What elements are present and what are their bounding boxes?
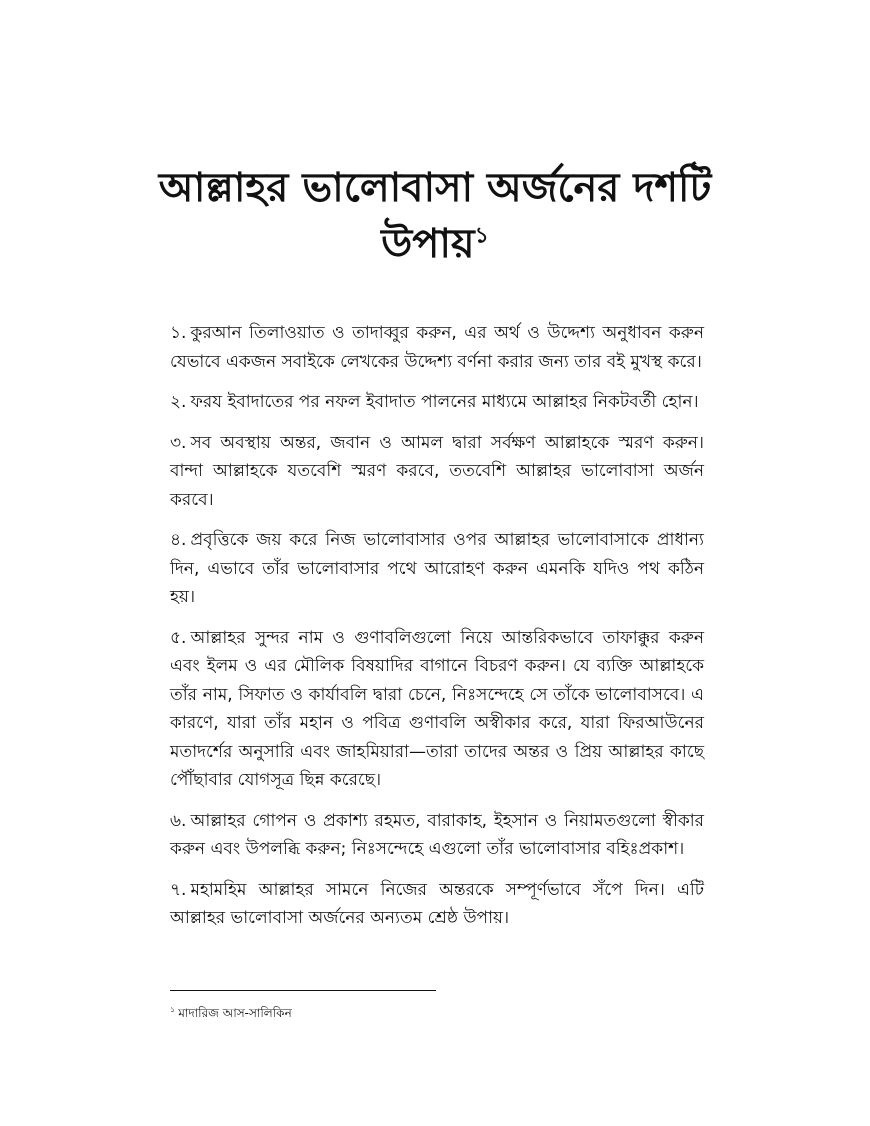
title-footnote-marker[interactable]: ১ xyxy=(474,223,489,249)
list-item-7 xyxy=(170,876,704,933)
footnote-marker: ১ xyxy=(170,1005,176,1014)
list-item-1 xyxy=(170,319,704,376)
item-text: ফরয ইবাদাতের পর নফল ইবাদাত পালনের মাধ্যমে আল্লাহর নিকটবর্তী হোন। xyxy=(190,392,699,412)
item-number: ৬. xyxy=(170,810,187,831)
item-number: ৩. xyxy=(170,432,187,453)
footnote-text: মাদারিজ আস-সালিকিন xyxy=(178,1006,292,1020)
item-number: ৪. xyxy=(170,530,187,550)
title-line-1: আল্লাহর ভালোবাসা অর্জনের দশটি xyxy=(158,165,712,211)
item-text: কুরআন তিলাওয়াত ও তাদাব্বুর করুন, এর অর্থ ও উদ্দেশ্য অনুধাবন করুন যেভাবে একজন সবাইকে লেখকের উদ্দেশ্য বর্ণনা করার জন্য তার বই মুখস্থ করে। xyxy=(170,323,704,372)
item-text: প্রবৃত্তিকে জয় করে নিজ ভালোবাসার ওপর আল্লাহর ভালোবাসাকে প্রাধান্য দিন, এভাবে তাঁর ভালোবাসার পথে আরোহণ করুন এমনকি যদিও পথ কঠিন হয়। xyxy=(170,530,704,607)
list-item-4 xyxy=(170,526,704,612)
item-text: আল্লাহর সুন্দর নাম ও গুণাবলিগুলো নিয়ে আন্তরিকভাবে তাফাক্কুর করুন এবং ইলম ও এর মৌলিক বিষয়াদির বাগানে বিচরণ করুন। যে ব্যক্তি আল্লাহকে তাঁর নাম, সিফাত ও কার্যাবলি দ্বারা চেনে, নিঃসন্দেহে সে তাঁকে ভালোবাসবে। এ কারণে, যারা তাঁর মহান ও পবিত্র গুণাবলি অস্বীকার করে, যারা ফিরআউনের মতাদর্শের অনুসারি এবং জাহমিয়ারা—তারা তাদের অন্তর ও প্রিয় আল্লাহর কাছে পৌঁছাবার যোগসূত্র ছিন্ন করেছে। xyxy=(170,627,704,790)
item-number: ২. xyxy=(170,392,187,412)
footnote xyxy=(170,1004,292,1022)
list-item-2 xyxy=(170,388,704,417)
list-item-3 xyxy=(170,429,704,515)
numbered-list xyxy=(170,319,704,945)
item-number: ৫. xyxy=(170,627,187,648)
title-line-2: উপায় xyxy=(381,221,475,267)
item-text: আল্লাহর গোপন ও প্রকাশ্য রহমত, বারাকাহ, ইহসান ও নিয়ামতগুলো স্বীকার করুন এবং উপলব্ধি করুন; নিঃসন্দেহে এগুলো তাঁর ভালোবাসার বহিঃপ্রকাশ। xyxy=(170,810,704,859)
list-item-5 xyxy=(170,624,704,795)
footnote-divider xyxy=(170,990,436,991)
item-number: ৭. xyxy=(170,879,187,900)
item-text: মহামহিম আল্লাহর সামনে নিজের অন্তরকে সম্পূর্ণভাবে সঁপে দিন। এটি আল্লাহর ভালোবাসা অর্জনের অন্যতম শ্রেষ্ঠ উপায়। xyxy=(170,879,704,928)
list-item-6 xyxy=(170,807,704,864)
page-title xyxy=(150,160,720,272)
item-number: ১. xyxy=(170,323,187,343)
item-text: সব অবস্থায় অন্তর, জবান ও আমল দ্বারা সর্বক্ষণ আল্লাহকে স্মরণ করুন। বান্দা আল্লাহকে যতবেশি স্মরণ করবে, ততবেশি আল্লাহর ভালোবাসা অর্জন করবে। xyxy=(170,432,704,510)
